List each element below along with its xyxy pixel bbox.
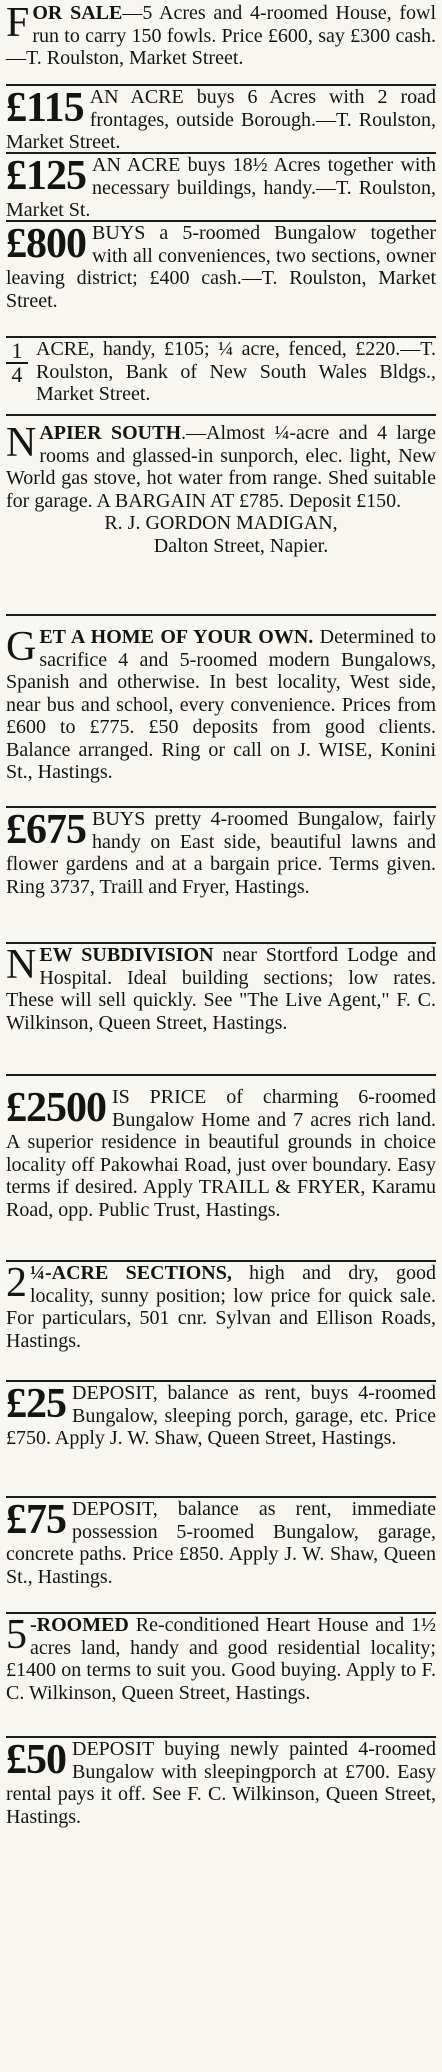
ad-text: Re-conditioned Heart House and 1½ acres land, handy and good residential locality; £1400 on terms to suit you. Good buying. Apply to F. C. Wilkinson, Queen Street, Hastings. bbox=[6, 1614, 436, 1704]
ad-quarter-acre-sections bbox=[6, 1260, 436, 1380]
ad-napier-south bbox=[6, 414, 436, 614]
ad-text: AN ACRE buys 18½ Acres together with necessary buildings, handy.—T. Roulston, Market St. bbox=[6, 154, 436, 221]
advertiser-address: Dalton Street, Napier. bbox=[153, 534, 329, 557]
ad-lead: EW SUBDIVISION bbox=[39, 944, 214, 966]
ad-price: £2500 bbox=[6, 1085, 106, 1131]
fraction-one-quarter bbox=[6, 340, 28, 386]
ad-text: AN ACRE buys 6 Acres with 2 road frontages, outside Borough.—T. Roulston, Market Street. bbox=[6, 86, 436, 153]
ad-for-sale-5-acres bbox=[6, 2, 436, 84]
ad-text: IS PRICE of charming 6-roomed Bungalow Home and 7 acres rich land. A superior residence in beautiful grounds in choice locality off Pakowhai Road, just over boundary. Easy terms if desired. Apply TRAILL & FRYER, Karamu Road, opp. Public Trust, Hastings. bbox=[6, 1086, 436, 1221]
drop-cap: N bbox=[6, 942, 37, 988]
ad-text: near Stortford Lodge and Hospital. Ideal building sections; low rates. These will sell quickly. See "The Live Agent," F. C. Wilkinson, Queen Street, Hastings. bbox=[6, 944, 437, 1034]
fraction-denominator: 4 bbox=[11, 362, 23, 387]
drop-cap: G bbox=[6, 624, 37, 670]
ad-text: high and dry, good locality, sunny position; low price for quick sale. For particulars, 501 cnr. Sylvan and Ellison Roads, Hastings. bbox=[6, 1262, 436, 1352]
advertiser-name: R. J. GORDON MADIGAN, bbox=[104, 512, 338, 534]
ad-text: Determined to sacrifice 4 and 5-roomed modern Bungalows, Spanish and otherwise. In best locality, West side, near bus and school, every convenience. Prices from £600 to £775. £50 deposits from good clients. Balance arranged. Ring or call on J. WISE, Konini St., Hastings. bbox=[6, 626, 436, 783]
ad-lead: ET A HOME OF YOUR OWN. bbox=[39, 626, 314, 648]
ad-price: £675 bbox=[6, 807, 86, 853]
ad-lead: ¼-ACRE SECTIONS, bbox=[30, 1262, 232, 1284]
drop-cap: F bbox=[6, 0, 30, 46]
ad-price: £115 bbox=[6, 85, 84, 131]
ad-5-roomed-heart-house bbox=[6, 1612, 436, 1736]
ad-new-subdivision bbox=[6, 942, 436, 1074]
ad-125-per-acre bbox=[6, 152, 436, 220]
ad-price: £25 bbox=[6, 1381, 66, 1427]
ad-2500-bungalow-home bbox=[6, 1074, 436, 1260]
ad-get-a-home bbox=[6, 614, 436, 806]
ad-price: £125 bbox=[6, 153, 86, 199]
fraction-numerator: 1 bbox=[6, 340, 28, 364]
ad-price: £50 bbox=[6, 1737, 66, 1783]
ad-115-per-acre bbox=[6, 84, 436, 152]
drop-cap: N bbox=[6, 420, 37, 466]
ad-one-quarter-acre bbox=[6, 336, 436, 414]
ad-lead: -ROOMED bbox=[30, 1614, 129, 1636]
ad-text: DEPOSIT buying newly painted 4-roomed Bungalow with sleepingporch at £700. Easy rental pays it off. See F. C. Wilkinson, Queen Street, Hastings. bbox=[6, 1738, 436, 1828]
ad-text: .—Almost ¼-acre and 4 large rooms and glassed-in sunporch, elec. light, New World gas stove, hot water from range. Shed suitable for garage. A BARGAIN AT £785. Deposit £150. bbox=[6, 422, 436, 512]
ad-lead: APIER SOUTH bbox=[39, 422, 182, 444]
ad-text: DEPOSIT, balance as rent, immediate possession 5-roomed Bungalow, garage, concrete paths. Price £850. Apply J. W. Shaw, Queen St., Hastings. bbox=[6, 1498, 436, 1588]
ad-675-bungalow bbox=[6, 806, 436, 942]
ad-lead: OR SALE bbox=[32, 2, 123, 24]
ad-text: BUYS a 5-roomed Bungalow together with all conveniences, two sections, owner leaving district; £400 cash.—T. Roulston, Market Street. bbox=[6, 222, 436, 312]
drop-cap: 5 bbox=[6, 1612, 27, 1658]
ad-text: ACRE, handy, £105; ¼ acre, fenced, £220.—T. Roulston, Bank of New South Wales Bldgs., Market Street. bbox=[36, 338, 436, 405]
ad-price: £800 bbox=[6, 221, 86, 267]
ad-text: DEPOSIT, balance as rent, buys 4-roomed Bungalow, sleeping porch, garage, etc. Price £750. Apply J. W. Shaw, Queen Street, Hastings. bbox=[6, 1382, 436, 1449]
ad-800-bungalow bbox=[6, 220, 436, 336]
ad-50-deposit bbox=[6, 1736, 436, 1846]
ad-75-deposit bbox=[6, 1496, 436, 1612]
ad-25-deposit bbox=[6, 1380, 436, 1496]
ad-text: —5 Acres and 4-roomed House, fowl run to carry 150 fowls. Price £600, say £300 cash.—T. Roulston, Market Street. bbox=[6, 2, 437, 69]
drop-cap: 2 bbox=[6, 1260, 27, 1306]
ad-text: BUYS pretty 4-roomed Bungalow, fairly handy on East side, beautiful lawns and flower gardens and at a bargain price. Terms given. Ring 3737, Traill and Fryer, Hastings. bbox=[6, 808, 436, 898]
ad-price: £75 bbox=[6, 1497, 66, 1543]
